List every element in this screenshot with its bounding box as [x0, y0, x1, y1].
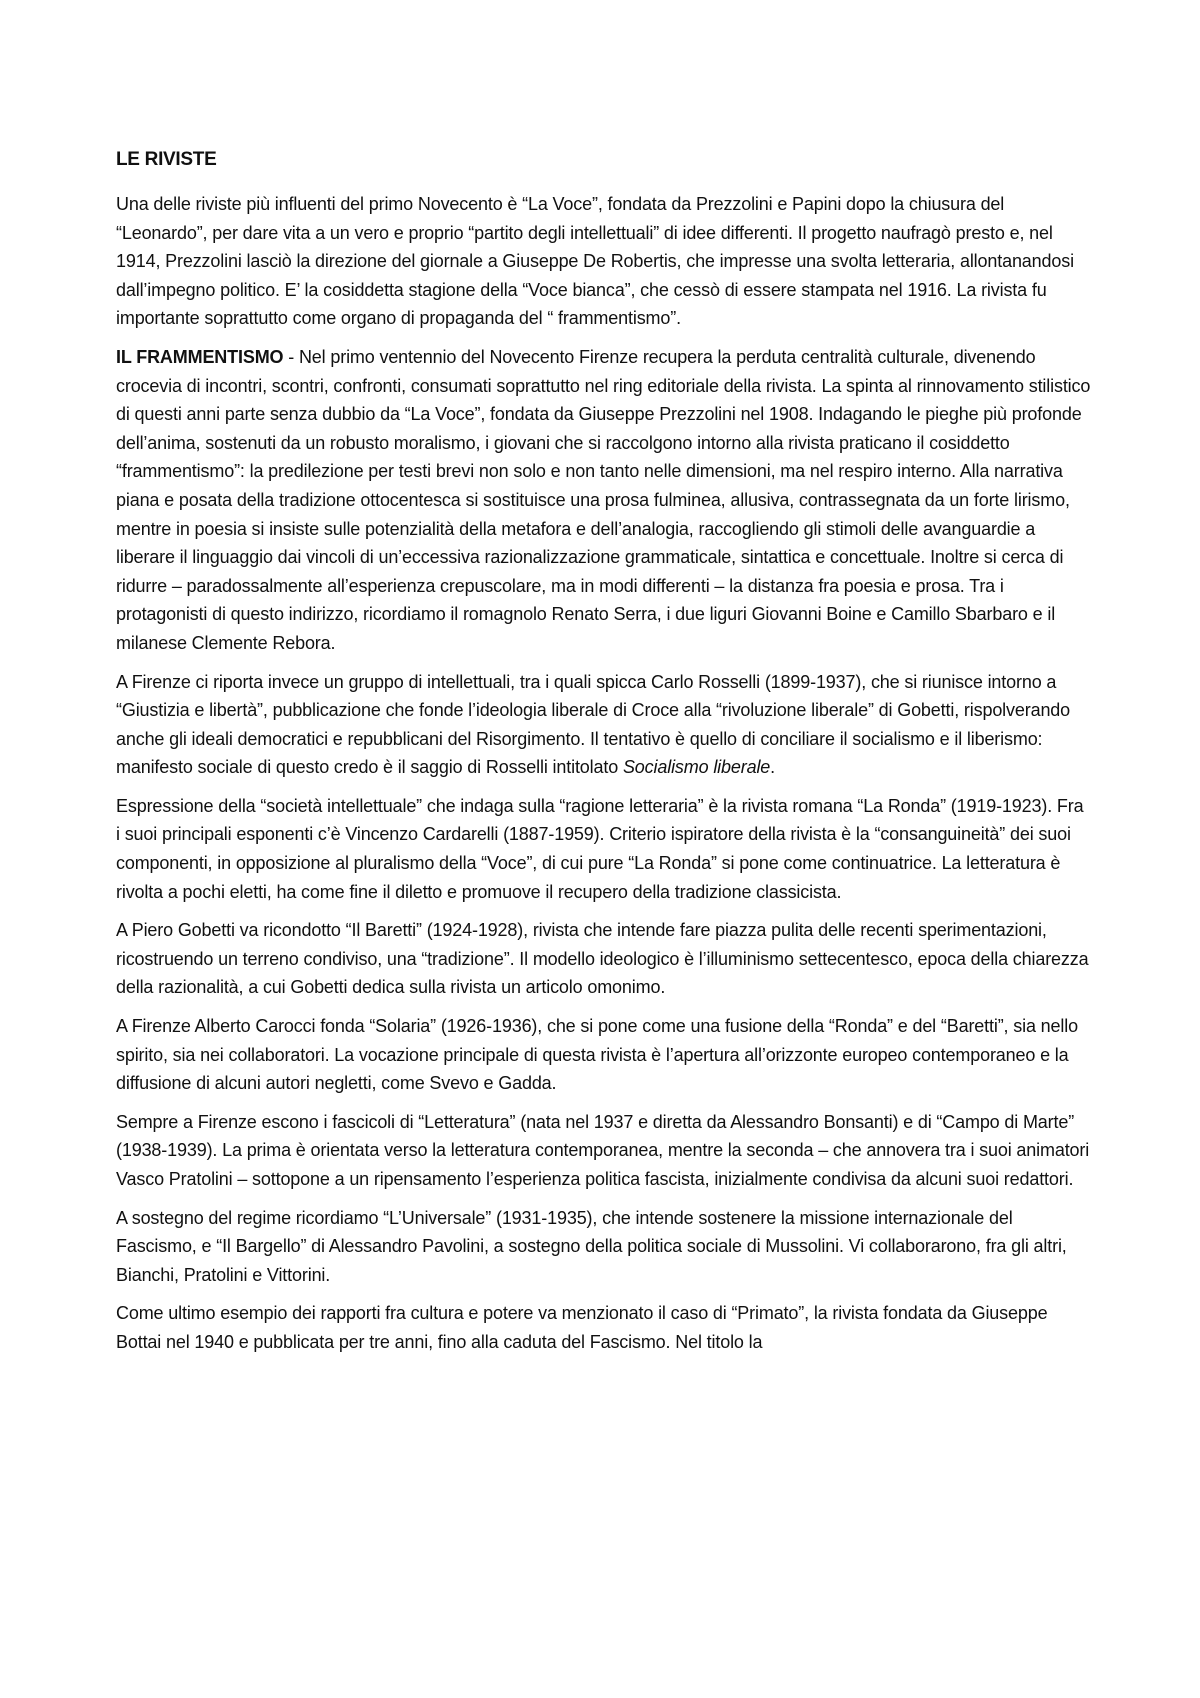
paragraph-text: Nel primo ventennio del Novecento Firenze recupera la perduta centralità culturale, divenendo crocevia di incontri, scontri, confronti, consumati soprattutto nel ring editoriale della rivista. La spinta al rinnovamento stilistico di questi anni parte senza dubbio da “La Voce”, fondata da Giuseppe Prezzolini nel 1908. Indagando le pieghe più profonde dell’anima, sostenuti da un robusto moralismo, i giovani che si raccolgono intorno alla rivista praticano il cosiddetto “frammentismo”: la predilezione per testi brevi non solo e non tanto nelle dimensioni, ma nel respiro interno. Alla narrativa piana e posata della tradizione ottocentesca si sostituisce una prosa fulminea, allusiva, contrassegnata da un forte lirismo, mentre in poesia si insiste sulle potenzialità della metafora e dell’analogia, raccogliendo gli stimoli delle avanguardie a liberare il linguaggio dai vincoli di un’eccessiva razionalizzazione grammaticale, sintattica e concettuale. Inoltre si cerca di ridurre – paradossalmente all’esperienza crepuscolare, ma in modi differenti – la distanza fra poesia e prosa. Tra i protagonisti di questo indirizzo, ricordiamo il romagnolo Renato Serra, i due liguri Giovanni Boine e Camillo Sbarbaro e il milanese Clemente Rebora.: [116, 346, 1091, 653]
paragraph-primato: [116, 1299, 1091, 1356]
heading-separator: -: [283, 346, 299, 367]
paragraph-text: A Firenze ci riporta invece un gruppo di intellettuali, tra i quali spicca Carlo Rosselli (1899-1937), che si riunisce intorno a “Giustizia e libertà”, pubblicazione che fonde l’ideologia liberale di Croce alla “rivoluzione liberale” di Gobetti, rispolverando anche gli ideali democratici e repubblicani del Risorgimento. Il tentativo è quello di conciliare il socialismo e il liberismo: manifesto sociale di questo credo è il saggio di Rosselli intitolato: [116, 671, 1071, 778]
book-title-italic: Socialismo liberale: [622, 757, 771, 778]
paragraph-letteratura: [116, 1108, 1091, 1194]
paragraph-text: A Piero Gobetti va ricondotto “Il Baretti” (1924-1928), rivista che intende fare piazza pulita delle recenti sperimentazioni, ricostruendo un terreno condiviso, una “tradizione”. Il modello ideologico è l’illuminismo settecentesco, epoca della chiarezza della razionalità, a cui Gobetti dedica sulla rivista un articolo omonimo.: [116, 920, 1089, 998]
paragraph-il-baretti: [116, 916, 1091, 1002]
paragraph-text: A sostegno del regime ricordiamo “L’Universale” (1931-1935), che intende sostenere la missione internazionale del Fascismo, e “Il Bargello” di Alessandro Pavolini, a sostegno della politica sociale di Mussolini. Vi collaborarono, fra gli altri, Bianchi, Pratolini e Vittorini.: [116, 1207, 1067, 1285]
paragraph-text: Sempre a Firenze escono i fascicoli di “Letteratura” (nata nel 1937 e diretta da Alessandro Bonsanti) e di “Campo di Marte” (1938-1939). La prima è orientata verso la letteratura contemporanea, mentre la seconda – che annovera tra i suoi animatori Vasco Pratolini – sottopone a un ripensamento l’esperienza politica fascista, inizialmente condivisa da alcuni suoi redattori.: [116, 1111, 1090, 1189]
paragraph-la-voce: [116, 190, 1091, 333]
paragraph-la-ronda: [116, 792, 1091, 906]
paragraph-text: Come ultimo esempio dei rapporti fra cultura e potere va menzionato il caso di “Primato”, la rivista fondata da Giuseppe Bottai nel 1940 e pubblicata per tre anni, fino alla caduta del Fascismo. Nel titolo la: [116, 1303, 1048, 1352]
document-body: [116, 146, 1091, 1367]
paragraph-giustizia-liberta: [116, 668, 1091, 782]
paragraph-end: .: [770, 757, 776, 778]
paragraph-text: Una delle riviste più influenti del primo Novecento è “La Voce”, fondata da Prezzolini e Papini dopo la chiusura del “Leonardo”, per dare vita a un vero e proprio “partito degli intellettuali” di idee differenti. Il progetto naufragò presto e, nel 1914, Prezzolini lasciò la direzione del giornale a Giuseppe De Robertis, che impresse una svolta letteraria, allontanandosi dall’impegno politico. E’ la cosiddetta stagione della “Voce bianca”, che cessò di essere stampata nel 1916. La rivista fu importante soprattutto come organo di propaganda del “ frammentismo”.: [116, 194, 1074, 329]
paragraph-universale: [116, 1204, 1091, 1290]
paragraph-solaria: [116, 1012, 1091, 1098]
paragraph-text: A Firenze Alberto Carocci fonda “Solaria” (1926-1936), che si pone come una fusione della “Ronda” e del “Baretti”, sia nello spirito, sia nei collaboratori. La vocazione principale di questa rivista è l’apertura all’orizzonte europeo contemporaneo e la diffusione di alcuni autori negletti, come Svevo e Gadda.: [116, 1016, 1078, 1094]
paragraph-text: Espressione della “società intellettuale” che indaga sulla “ragione letteraria” è la rivista romana “La Ronda” (1919-1923). Fra i suoi principali esponenti c’è Vincenzo Cardarelli (1887-1959). Criterio ispiratore della rivista è la “consanguineità” dei suoi componenti, in opposizione al pluralismo della “Voce”, di cui pure “La Ronda” si pone come continuatrice. La letteratura è rivolta a pochi eletti, ha come fine il diletto e promuove il recupero della tradizione classicista.: [116, 795, 1084, 902]
paragraph-frammentismo: [116, 343, 1091, 658]
document-title: LE RIVISTE: [116, 149, 217, 170]
section-heading-frammentismo: IL FRAMMENTISMO: [116, 346, 284, 367]
